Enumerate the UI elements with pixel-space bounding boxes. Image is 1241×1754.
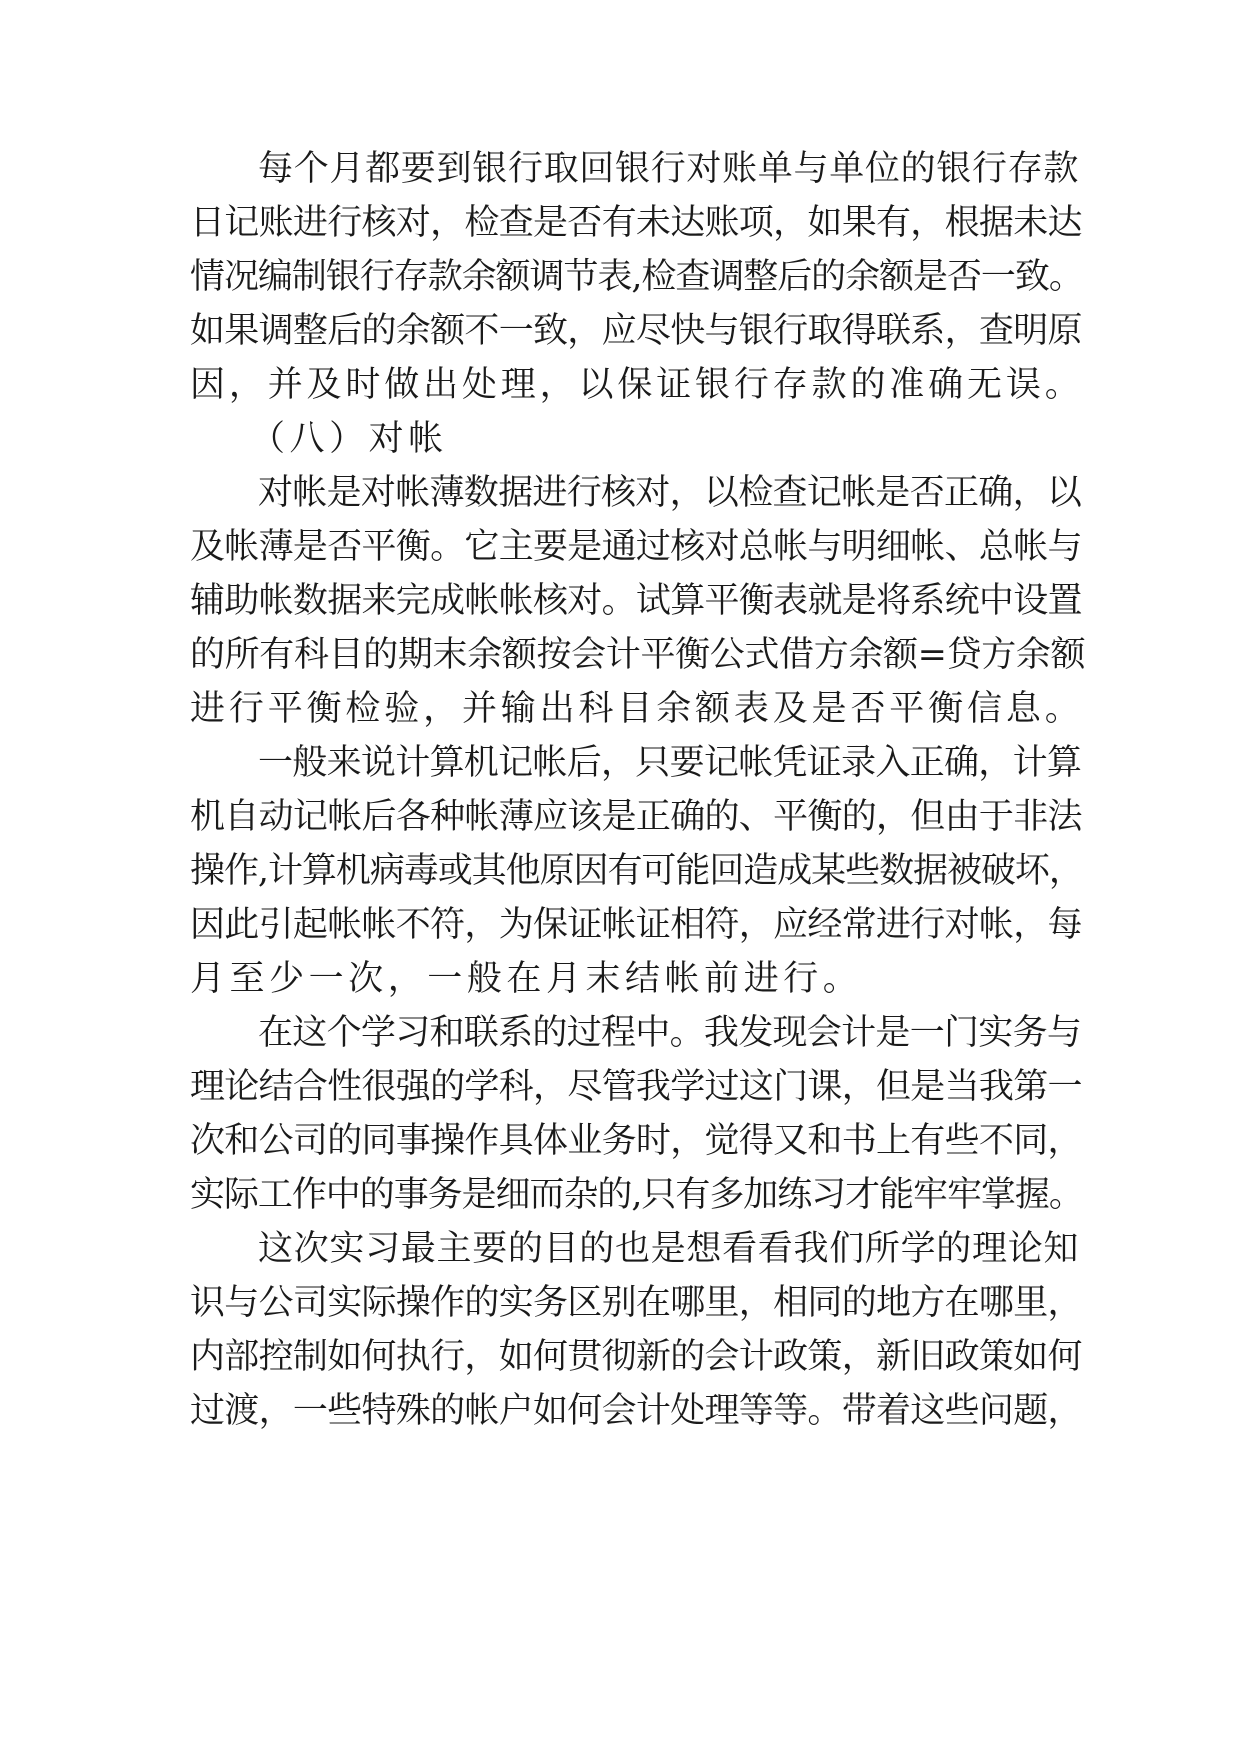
- text-line: 理论结合性很强的学科，尽管我学过这门课，但是当我第一: [190, 1067, 1082, 1107]
- text-line: 月至少一次，一般在月末结帐前进行。: [190, 959, 863, 999]
- text-line: 及帐薄是否平衡。它主要是通过核对总帐与明细帐、总帐与: [190, 527, 1082, 567]
- text-line: 的所有科目的期末余额按会计平衡公式借方余额=贷方余额: [190, 635, 1086, 675]
- text-line: 对帐是对帐薄数据进行核对，以检查记帐是否正确，以: [258, 473, 1082, 513]
- text-line: 如果调整后的余额不一致，应尽快与银行取得联系，查明原: [190, 311, 1082, 351]
- text-line: 一般来说计算机记帐后，只要记帐凭证录入正确，计算: [258, 743, 1082, 783]
- text-line: 次和公司的同事操作具体业务时，觉得又和书上有些不同，: [190, 1121, 1082, 1161]
- text-line: 机自动记帐后各种帐薄应该是正确的、平衡的，但由于非法: [190, 797, 1082, 837]
- text-line: 每个月都要到银行取回银行对账单与单位的银行存款: [258, 149, 1080, 189]
- text-line: 因，并及时做出处理，以保证银行存款的准确无误。: [190, 365, 1084, 405]
- text-line: 操作,计算机病毒或其他原因有可能回造成某些数据被破坏，: [190, 851, 1083, 891]
- text-line: 实际工作中的事务是细而杂的,只有多加练习才能牢牢掌握。: [190, 1175, 1083, 1215]
- section-heading: （八）对帐: [250, 419, 448, 459]
- text-line: 因此引起帐帐不符，为保证帐证相符，应经常进行对帐，每: [190, 905, 1082, 945]
- text-line: 日记账进行核对，检查是否有未达账项，如果有，根据未达: [190, 203, 1082, 243]
- text-line: 内部控制如何执行，如何贯彻新的会计政策，新旧政策如何: [190, 1337, 1082, 1377]
- text-line: 识与公司实际操作的实务区别在哪里，相同的地方在哪里，: [190, 1283, 1082, 1323]
- text-line: 辅助帐数据来完成帐帐核对。试算平衡表就是将系统中设置: [190, 581, 1082, 621]
- text-line: 过渡，一些特殊的帐户如何会计处理等等。带着这些问题，: [190, 1391, 1082, 1431]
- text-line: 情况编制银行存款余额调节表,检查调整后的余额是否一致。: [190, 257, 1083, 297]
- text-line: 进行平衡检验，并输出科目余额表及是否平衡信息。: [190, 689, 1084, 729]
- text-line: 这次实习最主要的目的也是想看看我们所学的理论知: [258, 1229, 1080, 1269]
- text-line: 在这个学习和联系的过程中。我发现会计是一门实务与: [258, 1013, 1082, 1053]
